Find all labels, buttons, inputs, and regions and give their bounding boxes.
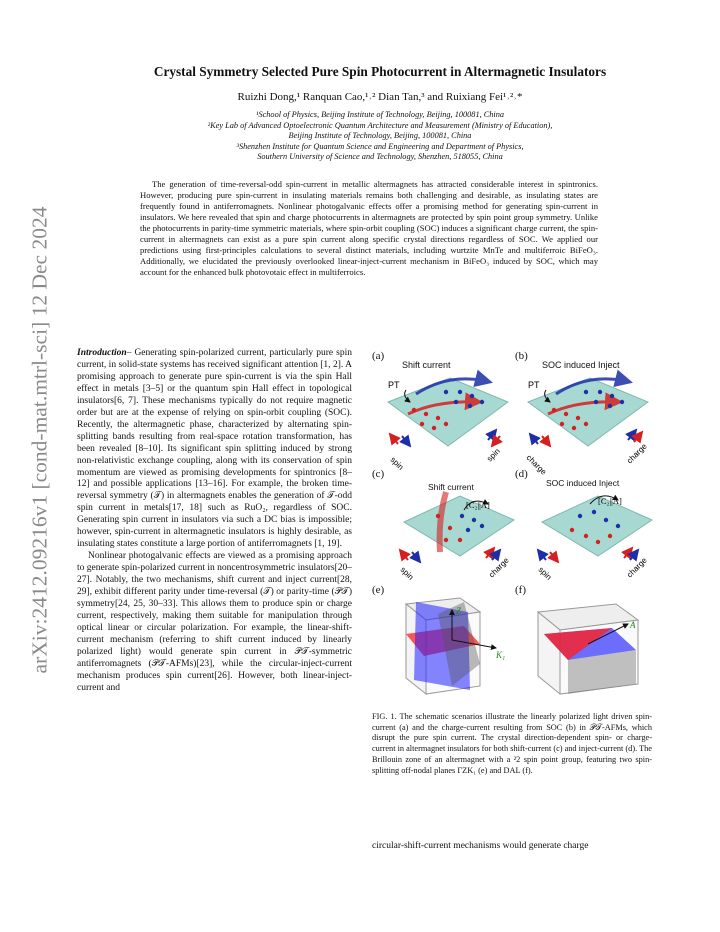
a-label: A [630,620,636,630]
affiliation-line: Beijing Institute of Technology, Beijing, 100081, China [288,131,472,140]
symmetry-label: [C₂||A] [598,496,622,506]
spin-arrow-red [492,436,500,446]
panel-a-diagram [388,378,508,472]
body-paragraph: Nonlinear photogalvanic effects are viewed as a promising approach to generate spin-polarized current in noncentrosymmetric insulators[20–27]. Notably, the two mechanisms, shift current and inject current[28, 29], exhibit different parity under time-reversal (𝒯) or parity-time (𝒫𝒯) symmetry[24, 25, 30–33]. This allows them to produce spin or charge current, respectively, making them suitable for manipulation through optical linear or circular polarization. For example, the linear-shift-current mechanism (referring to shift current induced by linearly polarized light) would generate spin current in 𝒫𝒯-symmetric antiferromagnets (𝒫𝒯-AFMs)[23], while the circular-inject-current mechanism produces spin current[26]. However, both linear-inject-current and [77,551,352,693]
charge-arrow-blue [630,550,638,560]
spin-label: spin [398,565,416,582]
panel-e-brillouin-zone [406,598,505,694]
spin-arrow-red [400,550,408,560]
charge-arrow-blue [492,550,500,560]
panel-title-d: SOC induced Inject [546,478,620,488]
charge-label: charge [487,555,511,580]
figure-caption: FIG. 1. The schematic scenarios illustrate the linearly polarized light driven spin-current (a) and the charge-current resulting from SOC (b) in 𝒫𝒯-AFMs, which disrupt the pure spin current. The crystal direction-dependent spin- or charge-current in altermagnet insulators for both shift-current (c) and inject-current (d). The Brillouin zone of an altermagnet with a ²2 spin point group, featuring two spin-splitting off-nodal planes ΓZK₁ (e) and DAL (f). [372,712,652,775]
panel-label-e: (e) [372,584,385,596]
charge-label: charge [625,441,649,466]
spin-label: spin [485,446,502,464]
charge-label: charge [625,555,649,580]
panel-title-c: Shift current [428,482,474,492]
intro-paragraph [77,348,352,551]
panel-c-diagram [399,492,514,582]
paper-title: Crystal Symmetry Selected Pure Spin Photocurrent in Altermagnetic Insulators [153,64,607,79]
pt-label: PT [388,380,400,390]
z-label: Z [456,606,462,616]
charge-arrow-red [486,548,494,558]
panel-label-a: (a) [372,350,385,362]
abstract: The generation of time-reversal-odd spin-current in metallic altermagnets has attracted considerable interest in spintronics. However, producing pure spin-current in insulating materials remains both challenging and desirable, as insulating states are frequently found in antiferromagnets. Nonlinear photogalvanic effects offer a promising method for generating spin-current in insulators. We here revealed that spin and charge photocurrents in altermagnets are protected by spin point group symmetry. Unlike the photocurrents in parity-time symmetric materials, where spin-orbit coupling (SOC) induces a significant charge current, the spin-current in altermagnets can exist as a pure spin current along specific crystal directions regardless of SOC. We applied our predictions using first-principles calculations to several distinct materials, including wurtzite MnTe and multiferroic BiFeO₃. Additionally, we elucidated the previously overlooked linear-inject-current mechanism in BiFeO₃ induced by SOC, which may account for the enhanced bulk photovotaic effect in multiferroics. [140,179,598,277]
k1-label: K₁ [496,650,506,660]
spin-arrow-blue [538,550,546,560]
charge-arrow-red [634,432,642,442]
spin-label: spin [536,565,554,582]
panel-label-c: (c) [372,468,385,480]
spin-arrow-red [390,434,398,444]
symmetry-label: [C₂||A] [466,500,490,510]
affiliations [80,110,680,163]
spin-label: spin [388,455,406,472]
affiliation-line: ³Shenzhen Institute for Quantum Science and Engineering and Department of Physics, [236,141,524,151]
charge-arrow-red [624,548,632,558]
charge-arrow-blue [628,430,636,440]
crystal-plate [528,378,648,446]
crystal-plate [388,378,508,446]
affiliation-line: ¹School of Physics, Beijing Institute of Technology, Beijing, 100081, China [255,110,505,119]
arxiv-id: arXiv:2412.09216v1 [cond-mat.mtrl-sci] 12 Dec 2024 [27,206,52,674]
left-column [77,348,352,695]
panel-label-b: (b) [515,350,528,362]
panel-d-diagram [537,496,652,582]
charge-arrow-blue [530,434,538,444]
panel-label-d: (d) [515,468,528,480]
spin-arrow-blue [488,430,496,440]
panel-title-a: Shift current [402,360,451,370]
spin-arrow-red [550,552,558,562]
charge-arrow-red [542,436,550,446]
panel-label-f: (f) [515,584,526,596]
right-column-text: circular-shift-current mechanisms would generate charge [372,841,589,851]
affiliation-line: ²Key Lab of Advanced Optoelectronic Quantum Architecture and Measurement (Ministry of Education), [207,120,553,130]
crystal-plate [404,496,514,556]
spin-arrow-blue [402,436,410,446]
author-list: Ruizhi Dong,¹ Ranquan Cao,¹˒² Dian Tan,³ and Ruixiang Fei¹˒²˒* [237,91,523,103]
panel-title-b: SOC induced Inject [542,360,620,370]
intro-text: – Generating spin-polarized current, particularly pure spin current, in solid-state systems has received significant attention [1, 2]. A promising approach to generate pure spin-current is via the spin Hall effect in metals [3–5] or the quantum spin Hall effect in topological insulators[6, 7]. These mechanisms typically do not require magnetic order but are at the expense of relying on spin-orbit coupling (SOC). Recently, the altermagnetic phase, characterized by alternating spin-splitting bands resulting from real-space rotation transformation, has been revealed [8–10]. Its significant spin splitting induced by strong non-relativistic exchange coupling, along with its conservation of spin momentum are viewed as promising developments for spintronics [8–12] and possible applications [13–16]. For example, the broken time-reversal symmetry (𝒯) in altermagnets enables the generation of 𝒯-odd spin current in metals[17, 18] such as RuO₂, regardless of SOC. Generating spin current in insulators via such a DC bias is impossible; however, spin-current in altermagnetic insulators is highly desirable, as insulating states constitute a large portion of antiferromagnets [1, 19]. [77,348,352,550]
spin-arrow-blue [412,552,420,562]
figure-1 [368,344,658,700]
charge-label: charge [524,453,549,477]
figure-graphics [368,344,658,700]
panel-f-brillouin-zone [538,604,638,694]
crystal-plate [542,496,652,556]
pt-label: PT [528,380,540,390]
affiliation-line: Southern University of Science and Technology, Shenzhen, 518055, China [257,152,503,161]
arxiv-watermark [27,160,52,720]
intro-heading: Introduction [77,348,127,358]
panel-b-diagram [525,378,650,477]
